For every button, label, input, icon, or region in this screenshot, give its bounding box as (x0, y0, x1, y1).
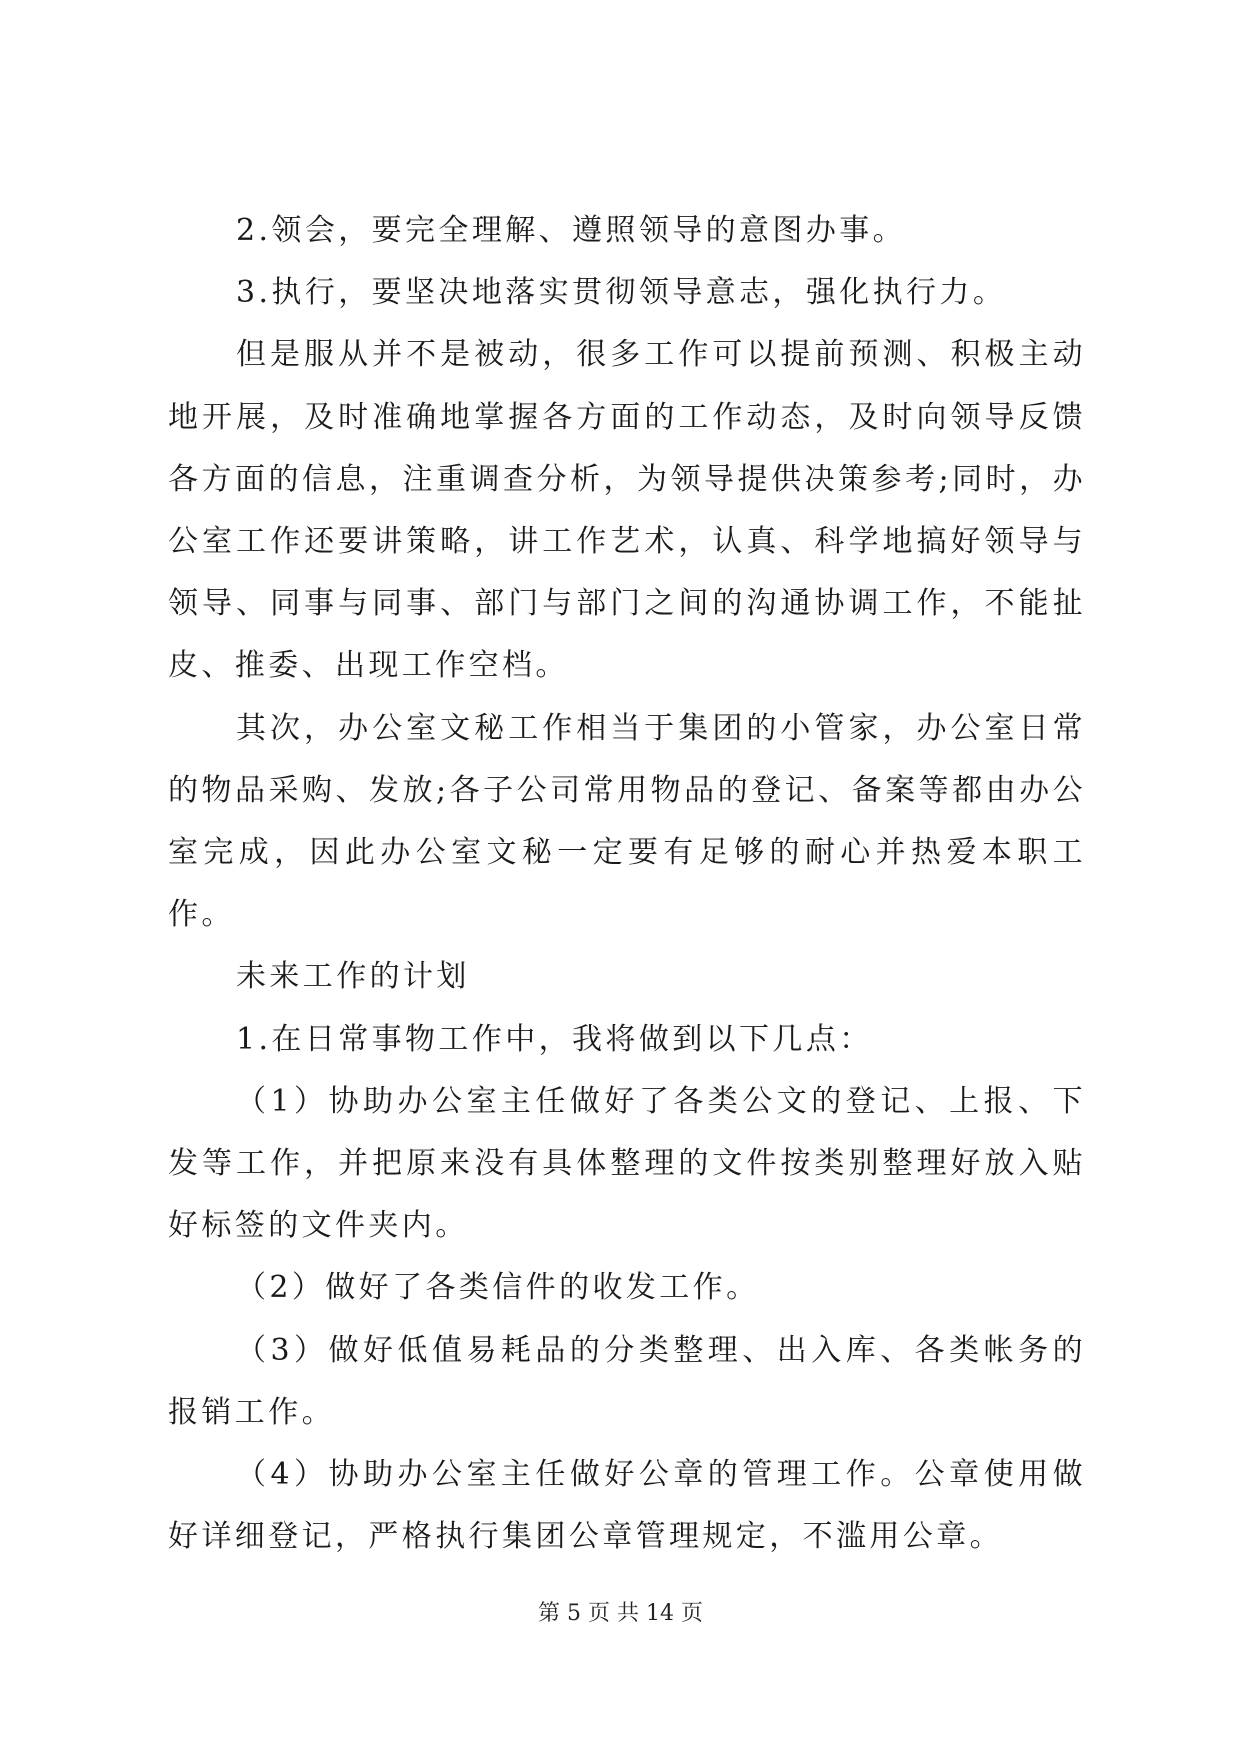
list-item-consumables: （3）做好低值易耗品的分类整理、出入库、各类帐务的报销工作。 (168, 1332, 1086, 1430)
paragraph-obedience-not-passive: 但是服从并不是被动，很多工作可以提前预测、积极主动地开展，及时准确地掌握各方面的工作动态，及时向领导反馈各方面的信息，注重调查分析，为领导提供决策参考;同时，办公室工作还要讲策略，讲工作艺术，认真、科学地搞好领导与领导、同事与同事、部门与部门之间的沟通协调工作，不能扯皮、推委、出现工作空档。 (168, 337, 1086, 684)
paragraph-daily-affairs-intro: 1.在日常事物工作中，我将做到以下几点： (236, 1021, 873, 1057)
section-heading-future-plan: 未来工作的计划 (236, 959, 470, 995)
paragraph-lead-understanding: 2.领会，要完全理解、遵照领导的意图办事。 (236, 213, 907, 248)
page-number-footer: 第 5 页 共 14 页 (538, 1601, 703, 1626)
document-body (168, 200, 1086, 1568)
list-item-documents: （1）协助办公室主任做好了各类公文的登记、上报、下发等工作，并把原来没有具体整理的文件按类别整理好放入贴好标签的文件夹内。 (168, 1083, 1086, 1244)
paragraph-office-housekeeper: 其次，办公室文秘工作相当于集团的小管家，办公室日常的物品采购、发放;各子公司常用物品的登记、备案等都由办公室完成，因此办公室文秘一定要有足够的耐心并热爱本职工作。 (168, 710, 1086, 933)
list-item-seal-management: （4）协助办公室主任做好公章的管理工作。公章使用做好详细登记，严格执行集团公章管理规定，不滥用公章。 (168, 1457, 1086, 1555)
paragraph-execution: 3.执行，要坚决地落实贯彻领导意志，强化执行力。 (236, 275, 1007, 311)
list-item-letters: （2）做好了各类信件的收发工作。 (236, 1270, 760, 1306)
